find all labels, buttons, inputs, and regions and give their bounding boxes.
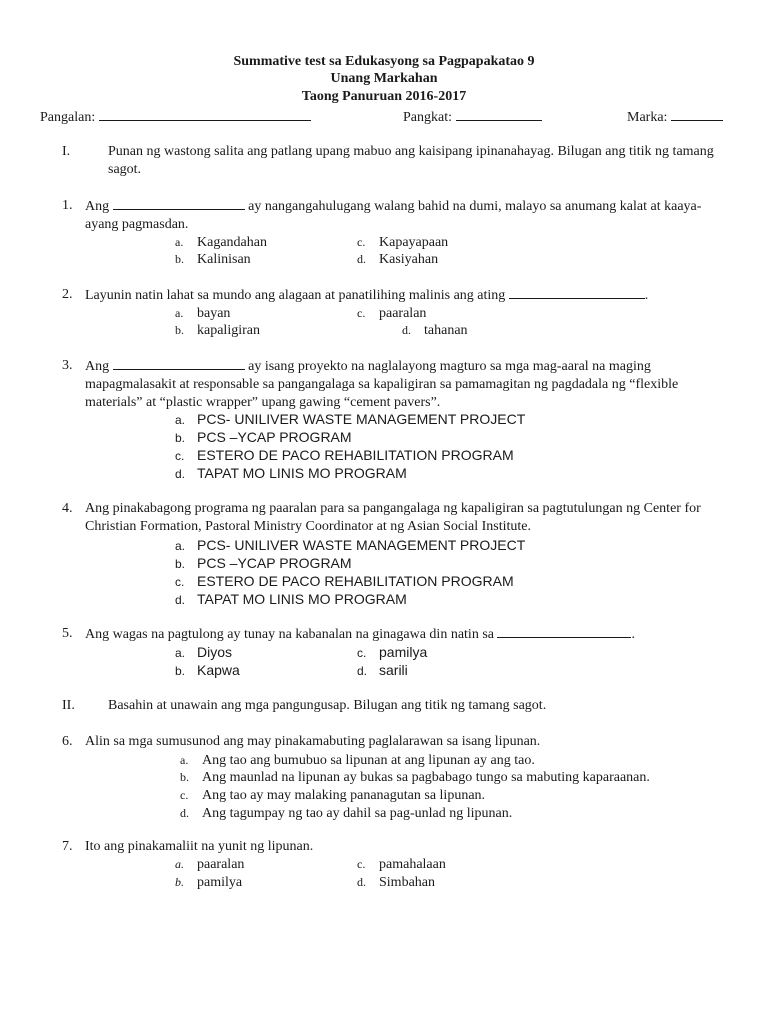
- q7-choice-a[interactable]: a. paaralan: [175, 857, 245, 872]
- q7-choice-b[interactable]: b. pamilya: [175, 875, 243, 890]
- q4-stem: Ang pinakabagong programa ng paaralan para sa pangangalaga ng kapaligiran sa pagtutulungan ng Center for Christian Formation, Pastoral Ministry Coordinator at ng Asian Social Institute.: [85, 501, 701, 534]
- q6-choice-c[interactable]: c. Ang tao ay may malaking pananagutan sa lipunan.: [180, 788, 486, 803]
- q1-choice-d[interactable]: d. Kasiyahan: [357, 252, 439, 267]
- quarter-title: Unang Markahan: [330, 71, 438, 86]
- q4-number: 4.: [62, 501, 73, 516]
- q7-number: 7.: [62, 839, 73, 854]
- q1-number: 1.: [62, 198, 73, 213]
- q2-number: 2.: [62, 287, 73, 302]
- q2-choice-b[interactable]: b. kapaligiran: [175, 323, 260, 338]
- q3-stem: Ang ay isang proyekto na naglalayong magturo sa mga mag-aaral na maging mapagmalasakit at responsable sa pangangalaga sa kapaligiran sa pamamagitan ng pagdadala ng “flexible materials” at “plastic wrapper” upang gawing “cement pavers”.: [85, 359, 679, 410]
- q5-choice-b[interactable]: b. Kapwa: [175, 662, 240, 678]
- part2-instruction: Basahin at unawain ang mga pangungusap. Bilugan ang titik ng tamang sagot.: [108, 698, 547, 713]
- q3-blank[interactable]: [113, 357, 245, 370]
- q6-choice-d[interactable]: d. Ang tagumpay ng tao ay dahil sa pag-unlad ng lipunan.: [180, 806, 513, 821]
- part2-numeral: II.: [62, 698, 75, 713]
- q7-choice-d[interactable]: d. Simbahan: [357, 875, 435, 890]
- section-field[interactable]: [403, 108, 542, 126]
- q5-choice-d[interactable]: d. sarili: [357, 662, 408, 678]
- part1-numeral: I.: [62, 144, 71, 159]
- name-line[interactable]: [99, 108, 311, 121]
- q5-blank[interactable]: [497, 625, 631, 638]
- score-line[interactable]: [671, 108, 723, 121]
- q4-choice-d[interactable]: d. TAPAT MO LINIS MO PROGRAM: [175, 591, 407, 607]
- q2-stem: Layunin natin lahat sa mundo ang alagaan at panatilihing malinis ang ating .: [85, 288, 649, 303]
- q2-choice-d[interactable]: d. tahanan: [402, 323, 468, 338]
- q6-choice-b[interactable]: b. Ang maunlad na lipunan ay bukas sa pagbabago tungo sa mabuting kaparaanan.: [180, 770, 650, 785]
- q6-choice-a[interactable]: a. Ang tao ang bumubuo sa lipunan at ang lipunan ay ang tao.: [180, 753, 535, 768]
- q3-choice-a[interactable]: a. PCS- UNILIVER WASTE MANAGEMENT PROJECT: [175, 411, 526, 427]
- q3-choice-b[interactable]: b. PCS –YCAP PROGRAM: [175, 429, 352, 445]
- section-label: Pangkat:: [403, 110, 452, 125]
- q5-stem: Ang wagas na pagtulong ay tunay na kabanalan na ginagawa din natin sa .: [85, 627, 635, 642]
- q4-choice-a[interactable]: a. PCS- UNILIVER WASTE MANAGEMENT PROJECT: [175, 537, 526, 553]
- score-field[interactable]: [627, 108, 723, 126]
- q6-number: 6.: [62, 734, 73, 749]
- q1-stem: Ang ay nangangahulugang walang bahid na dumi, malayo sa anumang kalat at kaaya-ayang pagmasdan.: [85, 199, 702, 232]
- q3-number: 3.: [62, 358, 73, 373]
- q7-choice-c[interactable]: c. pamahalaan: [357, 857, 446, 872]
- part1-instruction: Punan ng wastong salita ang patlang upang mabuo ang kaisipang ipinanahayag. Bilugan ang titik ng tamang sagot.: [108, 144, 714, 177]
- q3-choice-c[interactable]: c. ESTERO DE PACO REHABILITATION PROGRAM: [175, 447, 514, 463]
- name-field[interactable]: [40, 108, 311, 126]
- q1-choice-c[interactable]: c. Kapayapaan: [357, 235, 449, 250]
- test-title: Summative test sa Edukasyong sa Pagpapakatao 9: [233, 54, 535, 69]
- score-label: Marka:: [627, 110, 668, 125]
- q1-choice-b[interactable]: b. Kalinisan: [175, 252, 251, 267]
- q1-blank[interactable]: [113, 197, 245, 210]
- school-year-title: Taong Panuruan 2016-2017: [301, 89, 467, 104]
- name-label: Pangalan:: [40, 110, 96, 125]
- q7-stem: Ito ang pinakamaliit na yunit ng lipunan.: [85, 839, 314, 854]
- q6-stem: Alin sa mga sumusunod ang may pinakamabuting paglalarawan sa isang lipunan.: [85, 734, 541, 749]
- q2-choice-a[interactable]: a. bayan: [175, 306, 231, 321]
- section-line[interactable]: [456, 108, 542, 121]
- q5-choice-a[interactable]: a. Diyos: [175, 644, 233, 660]
- q5-number: 5.: [62, 626, 73, 641]
- q2-choice-c[interactable]: c. paaralan: [357, 306, 427, 321]
- q3-choice-d[interactable]: d. TAPAT MO LINIS MO PROGRAM: [175, 465, 407, 481]
- q1-choice-a[interactable]: a. Kagandahan: [175, 235, 267, 250]
- q4-choice-b[interactable]: b. PCS –YCAP PROGRAM: [175, 555, 352, 571]
- q5-choice-c[interactable]: c. pamilya: [357, 644, 428, 660]
- q4-choice-c[interactable]: c. ESTERO DE PACO REHABILITATION PROGRAM: [175, 573, 514, 589]
- q2-blank[interactable]: [509, 286, 645, 299]
